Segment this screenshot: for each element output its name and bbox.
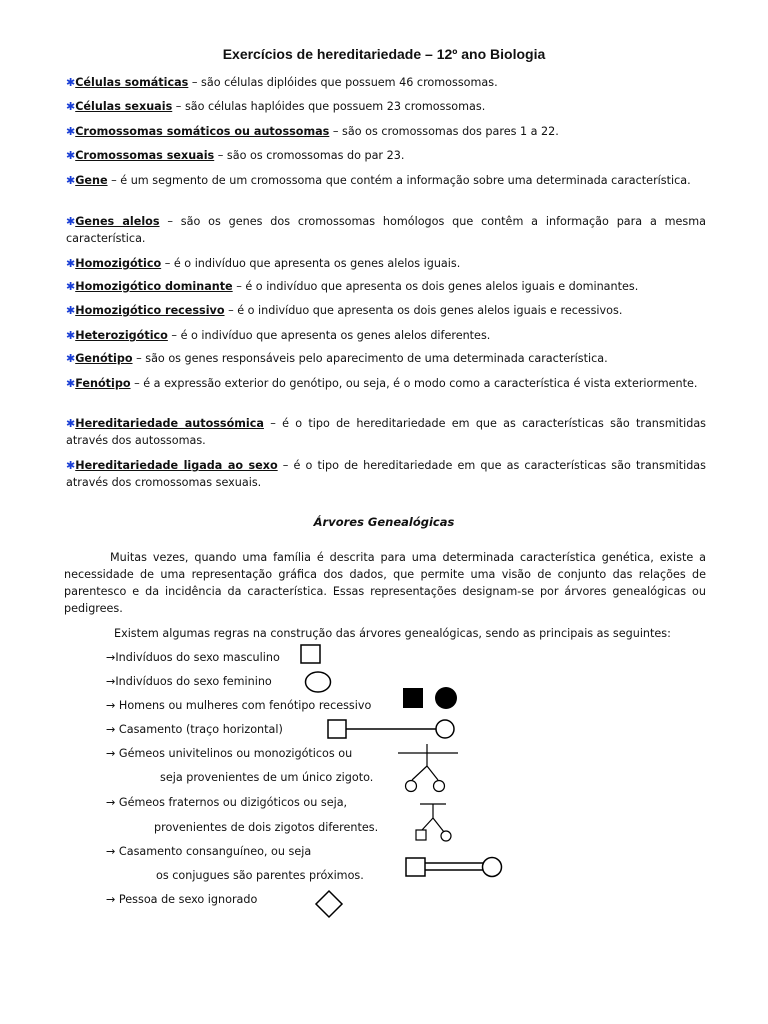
- recessive-phenotype-icons: [402, 686, 462, 710]
- unknown-sex-diamond-icon: [313, 889, 345, 921]
- asterisk-bullet-icon: ✱: [66, 304, 76, 317]
- asterisk-bullet-icon: ✱: [66, 257, 76, 270]
- definition-item: ✱Heterozigótico – é o indivíduo que apresenta os genes alelos diferentes.: [66, 329, 491, 342]
- asterisk-bullet-icon: ✱: [66, 125, 76, 138]
- consanguineous-marriage-icon: [404, 855, 504, 881]
- asterisk-bullet-icon: ✱: [66, 149, 76, 162]
- asterisk-bullet-icon: ✱: [66, 329, 76, 342]
- asterisk-bullet-icon: ✱: [66, 280, 76, 293]
- rule-item: → Casamento (traço horizontal): [106, 723, 283, 736]
- identical-twins-icon: [396, 740, 460, 796]
- definition-item: ✱Genes alelos – são os genes dos cromossomas homólogos que contêm a informação para a mesma característica.: [66, 215, 706, 245]
- definition-item: ✱Homozigótico – é o indivíduo que apresenta os genes alelos iguais.: [66, 257, 461, 270]
- asterisk-bullet-icon: ✱: [66, 352, 76, 365]
- definition-item: ✱Hereditariedade autossómica – é o tipo de hereditariedade em que as características são transmitidas através dos autossomas.: [66, 417, 707, 447]
- rule-item: →Indivíduos do sexo feminino: [106, 675, 272, 688]
- asterisk-bullet-icon: ✱: [66, 377, 76, 390]
- rule-item: →Indivíduos do sexo masculino: [106, 651, 280, 664]
- intro-paragraph: Muitas vezes, quando uma família é descrita para uma determinada característica genética, existe a necessidade de uma representação gráfica dos dados, que permite uma visão de conjunto das relações de parentesco e da incidência da característica. Essas representações designam-se por árvores genealógicas ou pedigrees.: [64, 551, 706, 615]
- rule-item: → Homens ou mulheres com fenótipo recessivo: [106, 699, 372, 712]
- rules-intro-paragraph: Existem algumas regras na construção das árvores genealógicas, sendo as principais as seguintes:: [114, 627, 671, 640]
- definition-item: ✱Células sexuais – são células haplóides que possuem 23 cromossomas.: [66, 100, 486, 113]
- rule-item: → Pessoa de sexo ignorado: [106, 893, 258, 906]
- definition-item: ✱Gene – é um segmento de um cromossoma que contém a informação sobre uma determinada característica.: [66, 174, 691, 187]
- definition-item: ✱Fenótipo – é a expressão exterior do genótipo, ou seja, é o modo como a característica é vista exteriormente.: [66, 377, 698, 390]
- definition-item: ✱Células somáticas – são células diplóides que possuem 46 cromossomas.: [66, 76, 498, 89]
- definition-item: ✱Cromossomas somáticos ou autossomas – são os cromossomas dos pares 1 a 22.: [66, 125, 559, 138]
- rule-item: provenientes de dois zigotos diferentes.: [154, 821, 379, 834]
- female-circle-icon: [304, 670, 334, 694]
- asterisk-bullet-icon: ✱: [66, 174, 76, 187]
- definition-item: ✱Genótipo – são os genes responsáveis pelo aparecimento de uma determinada característica.: [66, 352, 608, 365]
- definition-item: ✱Homozigótico dominante – é o indivíduo que apresenta os dois genes alelos iguais e dominantes.: [66, 280, 639, 293]
- marriage-line-icon: [326, 718, 458, 742]
- affected-male-icon: [403, 688, 423, 708]
- asterisk-bullet-icon: ✱: [66, 459, 76, 472]
- affected-female-icon: [435, 687, 457, 709]
- document-title: Exercícios de hereditariedade – 12º ano Biologia: [222, 46, 546, 62]
- rule-item: os conjugues são parentes próximos.: [156, 869, 364, 882]
- fraternal-twins-icon: [406, 800, 460, 844]
- section-title: Árvores Genealógicas: [313, 515, 455, 529]
- definition-item: ✱Homozigótico recessivo – é o indivíduo que apresenta os dois genes alelos iguais e recessivos.: [66, 304, 623, 317]
- rule-item: → Casamento consanguíneo, ou seja: [106, 845, 312, 858]
- asterisk-bullet-icon: ✱: [66, 100, 76, 113]
- rule-item: seja provenientes de um único zigoto.: [160, 771, 374, 784]
- asterisk-bullet-icon: ✱: [66, 76, 76, 89]
- asterisk-bullet-icon: ✱: [66, 417, 76, 430]
- rule-item: → Gémeos fraternos ou dizigóticos ou seja,: [106, 796, 348, 809]
- asterisk-bullet-icon: ✱: [66, 215, 76, 228]
- definition-item: ✱Cromossomas sexuais – são os cromossomas do par 23.: [66, 149, 405, 162]
- male-square-icon: [300, 644, 324, 666]
- rule-item: → Gémeos univitelinos ou monozigóticos ou: [106, 747, 353, 760]
- definition-item: ✱Hereditariedade ligada ao sexo – é o tipo de hereditariedade em que as características são transmitidas através dos cromossomas sexuais.: [66, 459, 706, 489]
